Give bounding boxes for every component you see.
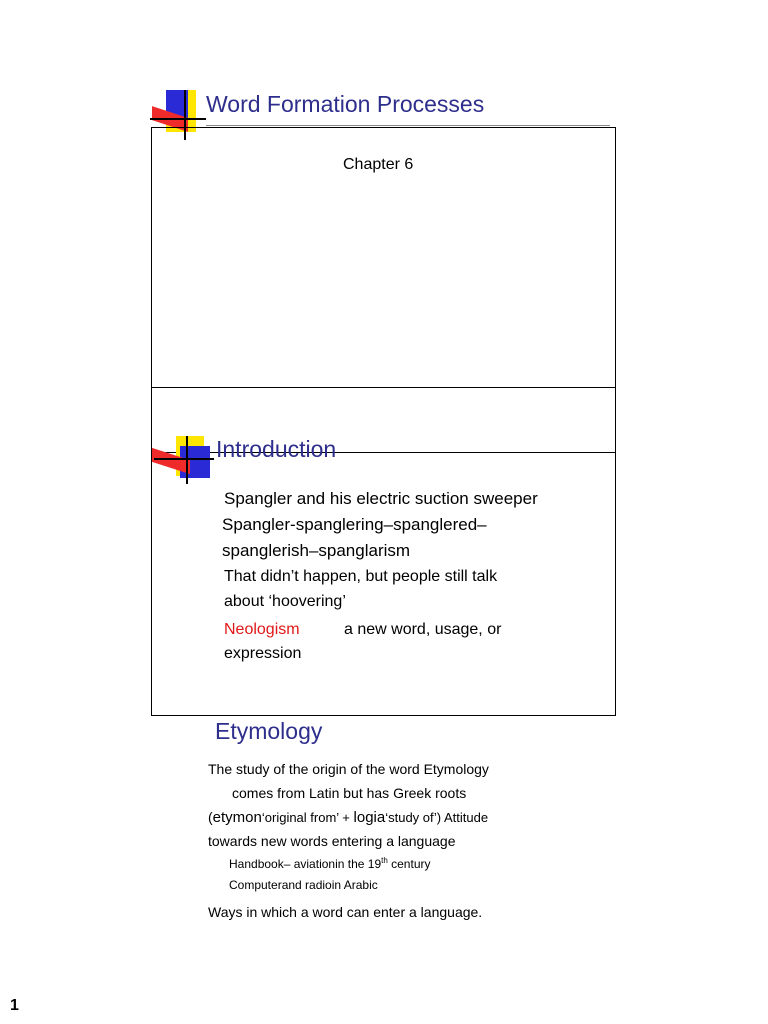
- etymology-line-4: towards new words entering a language: [208, 833, 456, 849]
- slide2-line-4: That didn’t happen, but people still talk: [224, 568, 498, 585]
- slide1-title-rule: [206, 125, 610, 126]
- slide2-line-1: Spangler and his electric suction sweeper: [224, 489, 538, 508]
- slide-logo-icon: [152, 436, 216, 484]
- slide2-line-5: about ‘hoovering’: [224, 593, 346, 610]
- logia-term: logia: [353, 809, 386, 826]
- etymology-example-1: [229, 856, 430, 871]
- example-1-text: Handbook– aviationin the 19: [229, 857, 382, 871]
- neologism-term: Neologism: [224, 621, 300, 638]
- slide2-title: Introduction: [216, 436, 337, 462]
- slide1-subtitle: Chapter 6: [343, 156, 414, 173]
- neologism-definition-1: a new word, usage, or: [344, 621, 502, 638]
- etymology-line-1: The study of the origin of the word Etymology: [208, 761, 489, 777]
- slide2-line-3: spanglerish–spanglarism: [222, 541, 411, 560]
- etymology-line-3: [208, 809, 488, 826]
- etymology-line-5: Ways in which a word can enter a language.: [208, 904, 483, 920]
- page-number: 1: [10, 997, 19, 1014]
- example-1-superscript: th: [381, 856, 388, 865]
- slide2-line-2: Spangler-spanglering–spanglered–: [222, 515, 487, 534]
- etymology-line-2: comes from Latin but has Greek roots: [232, 785, 467, 801]
- slide3-title: Etymology: [215, 718, 323, 744]
- logia-gloss: ‘study of’) Attitude: [385, 810, 489, 825]
- slide1-title: Word Formation Processes: [206, 91, 485, 117]
- example-1-suffix: century: [387, 857, 431, 871]
- etymon-gloss: ‘original from’ +: [261, 810, 354, 825]
- etymology-example-2: Computerand radioin Arabic: [229, 878, 378, 892]
- neologism-definition-2: expression: [224, 645, 302, 662]
- etymology-paren: (: [208, 809, 213, 825]
- etymon-term: etymon: [212, 809, 262, 826]
